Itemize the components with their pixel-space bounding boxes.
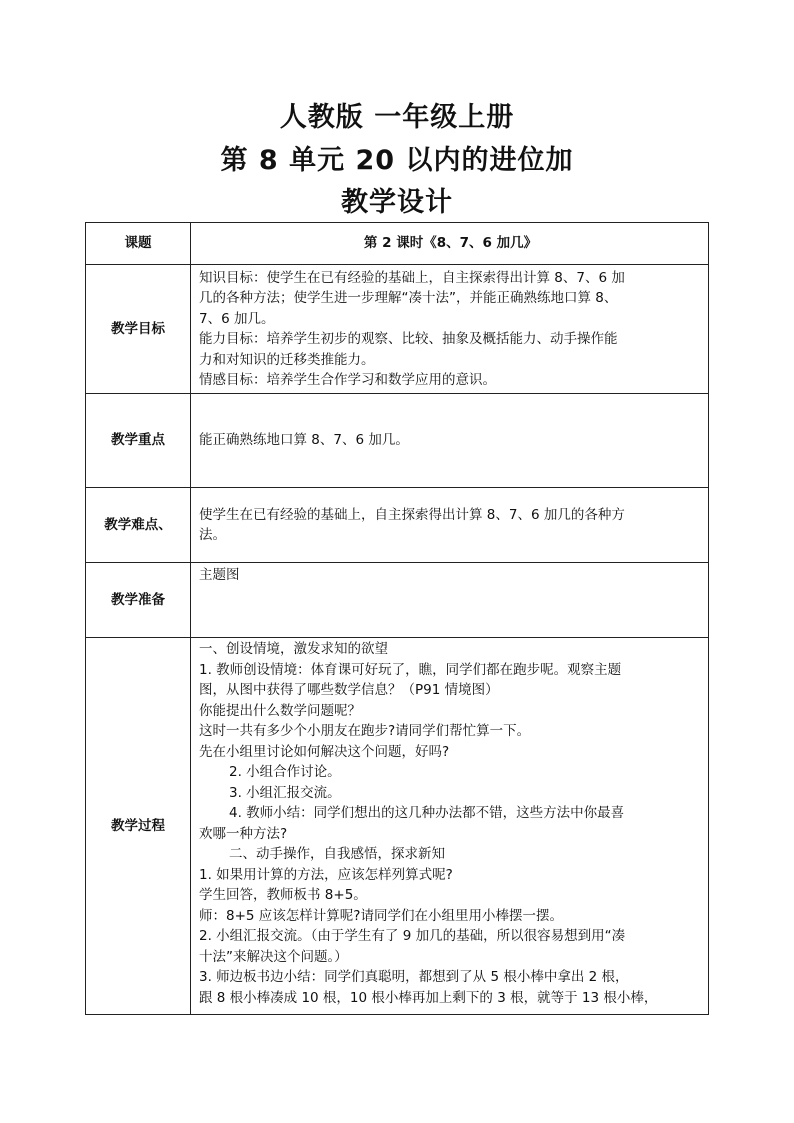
- process-line: 师：8+5 应该怎样计算呢?请同学们在小组里用小棒摆一摆。: [199, 907, 563, 924]
- objective-line: 7、6 加几。: [199, 310, 275, 327]
- title-unit: 第 8 单元 20 以内的进位加: [220, 145, 574, 176]
- table-row-topic: [86, 223, 709, 265]
- process-line: 1. 如果用计算的方法，应该怎样列算式呢?: [199, 866, 453, 883]
- difficulty-content: [191, 488, 709, 563]
- table-row-process: [86, 638, 709, 1015]
- process-line: 一、创设情境，激发求知的欲望: [199, 641, 388, 657]
- objective-line: 知识目标：使学生在已有经验的基础上，自主探索得出计算 8、7、6 加: [199, 269, 625, 286]
- difficulty-line: 使学生在已有经验的基础上，自主探索得出计算 8、7、6 加几的各种方: [199, 506, 625, 523]
- process-line: 你能提出什么数学问题呢？: [199, 702, 361, 719]
- process-line: 欢哪一种方法?: [199, 825, 288, 842]
- title-edition: 人教版 一年级上册: [279, 102, 515, 133]
- process-line: 这时一共有多少个小朋友在跑步?请同学们帮忙算一下。: [199, 723, 531, 739]
- table-row-difficulty: [86, 488, 709, 563]
- objectives-label: 教学目标: [86, 265, 191, 394]
- difficulty-label: 教学难点、: [86, 488, 191, 563]
- key-points-value: 能正确熟练地口算 8、7、6 加几。: [191, 394, 709, 488]
- objective-line: 情感目标：培养学生合作学习和数学应用的意识。: [199, 372, 496, 388]
- process-line: 学生回答，教师板书 8+5。: [199, 887, 367, 903]
- process-line: 十法”来解决这个问题。）: [199, 948, 348, 965]
- topic-label: 课题: [86, 223, 191, 265]
- process-label: 教学过程: [86, 638, 191, 1015]
- process-line: 二、动手操作，自我感悟，探求新知: [229, 846, 445, 862]
- table-row-key-points: [86, 394, 709, 488]
- process-line: 3. 小组汇报交流。: [229, 784, 341, 801]
- objective-line: 几的各种方法；使学生进一步理解“凑十法”，并能正确熟练地口算 8、: [199, 290, 618, 306]
- topic-value: 第 2 课时《8、7、6 加几》: [191, 223, 709, 265]
- process-line: 4. 教师小结：同学们想出的这几种办法都不错，这些方法中你最喜: [229, 805, 625, 821]
- lesson-plan-table: [85, 222, 709, 1015]
- preparation-label: 教学准备: [86, 563, 191, 638]
- process-content: [191, 638, 709, 1015]
- process-line: 2. 小组合作讨论。: [229, 764, 341, 780]
- process-line: 先在小组里讨论如何解决这个问题，好吗?: [199, 743, 450, 760]
- process-line: 跟 8 根小棒凑成 10 根，10 根小棒再加上剩下的 3 根，就等于 13 根小棒，: [199, 989, 658, 1006]
- process-line: 1. 教师创设情境：体育课可好玩了，瞧，同学们都在跑步呢。观察主题: [199, 661, 622, 678]
- objective-line: 能力目标：培养学生初步的观察、比较、抽象及概括能力、动手操作能: [199, 331, 618, 347]
- key-points-label: 教学重点: [86, 394, 191, 488]
- table-row-preparation: [86, 563, 709, 638]
- preparation-value: 主题图: [191, 563, 709, 638]
- objective-line: 力和对知识的迁移类推能力。: [199, 351, 375, 368]
- process-line: 3. 师边板书边小结：同学们真聪明，都想到了从 5 根小棒中拿出 2 根，: [199, 969, 629, 985]
- objectives-content: [191, 265, 709, 394]
- title-design: 教学设计: [341, 187, 453, 218]
- difficulty-line: 法。: [199, 527, 226, 543]
- table-row-objectives: [86, 265, 709, 394]
- process-line: 图，从图中获得了哪些数学信息？（P91 情境图）: [199, 682, 499, 698]
- process-line: 2. 小组汇报交流。（由于学生有了 9 加几的基础，所以很容易想到用“凑: [199, 928, 626, 944]
